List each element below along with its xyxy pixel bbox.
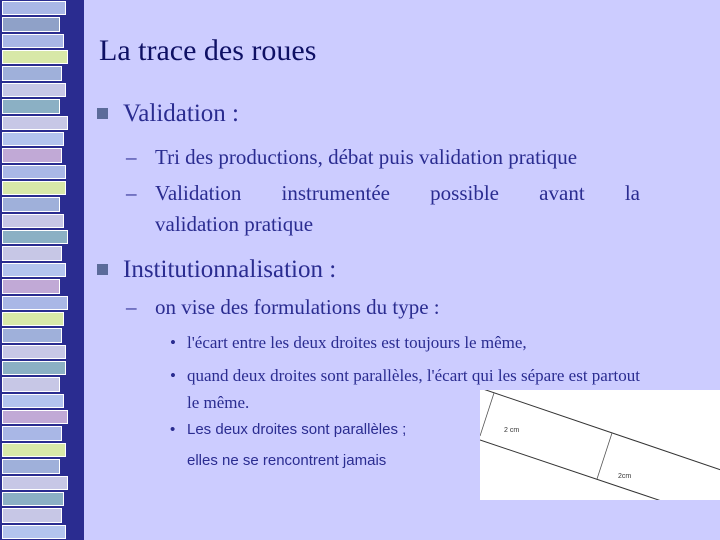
decorative-stripe (2, 459, 60, 473)
parallel-lines-figure (480, 390, 720, 500)
sub-bullet-tri-text: Tri des productions, débat puis validation pratique (155, 145, 578, 169)
decorative-stripe (2, 345, 66, 359)
bullet-validation-label: Validation : (123, 100, 239, 127)
square-bullet-icon (97, 264, 108, 275)
sub-bullet-tri (126, 142, 640, 173)
decorative-stripe (2, 525, 66, 539)
decorative-stripe (2, 312, 64, 326)
sub-bullet-instrumentee-line2: validation pratique (155, 212, 314, 236)
decorative-stripe (2, 34, 64, 48)
distance-segment-left (480, 393, 494, 436)
decorative-stripe-bar (0, 0, 84, 540)
dash-icon: – (126, 145, 137, 169)
sub-sub-bullet-rencontre (170, 416, 470, 474)
decorative-stripe (2, 426, 62, 440)
dash-icon: – (126, 181, 137, 205)
dash-icon: – (126, 295, 137, 319)
bullet-institutionnalisation-label: Institutionnalisation : (123, 256, 337, 283)
decorative-stripe (2, 263, 66, 277)
sub-sub-bullet-ecart (170, 329, 645, 356)
decorative-stripe (2, 361, 66, 375)
decorative-stripe (2, 132, 64, 146)
decorative-stripe (2, 492, 64, 506)
decorative-stripe (2, 296, 68, 310)
decorative-stripe (2, 443, 66, 457)
parallel-lines-diagram (480, 390, 720, 500)
decorative-stripe (2, 508, 62, 522)
decorative-stripe (2, 279, 60, 293)
decorative-stripe (2, 246, 62, 260)
bullet-validation (97, 100, 239, 128)
sub-sub-bullet-rencontre-line2: elles ne se rencontrent jamais (187, 452, 387, 469)
sub-sub-bullet-ecart-text: l'écart entre les deux droites est toujours le même, (187, 333, 527, 352)
sub-bullet-formulations (126, 292, 640, 323)
sub-bullet-instrumentee (126, 178, 640, 240)
dot-bullet-icon: • (170, 366, 176, 385)
bullet-institutionnalisation (97, 256, 336, 284)
decorative-stripe (2, 17, 60, 31)
decorative-stripe (2, 197, 60, 211)
decorative-stripe (2, 1, 66, 15)
decorative-stripe (2, 181, 66, 195)
decorative-stripe (2, 394, 64, 408)
decorative-stripe (2, 165, 66, 179)
decorative-stripe (2, 214, 64, 228)
dot-bullet-icon: • (170, 333, 176, 352)
decorative-stripe (2, 50, 68, 64)
decorative-stripe (2, 83, 66, 97)
decorative-stripe (2, 328, 62, 342)
distance-segment-right (597, 433, 612, 479)
distance-label-right: 2cm (618, 473, 632, 480)
decorative-stripe (2, 116, 68, 130)
distance-label-left: 2 cm (504, 427, 520, 434)
sub-sub-bullet-rencontre-line1: Les deux droites sont parallèles ; (187, 421, 407, 438)
decorative-stripe (2, 230, 68, 244)
slide (84, 0, 720, 540)
sub-sub-bullet-paralleles-text: quand deux droites sont parallèles, l'écart qui les sépare est partout le même. (187, 366, 640, 412)
decorative-stripe (2, 377, 60, 391)
decorative-stripe (2, 410, 68, 424)
dot-bullet-icon: • (170, 421, 176, 438)
decorative-stripe (2, 99, 60, 113)
sub-bullet-instrumentee-line1: Validation instrumentée possible avant la (155, 181, 640, 205)
decorative-stripe (2, 66, 62, 80)
decorative-stripe (2, 148, 62, 162)
decorative-stripe (2, 476, 68, 490)
sub-bullet-formulations-text: on vise des formulations du type : (155, 295, 440, 319)
slide-title: La trace des roues (99, 34, 317, 67)
square-bullet-icon (97, 108, 108, 119)
